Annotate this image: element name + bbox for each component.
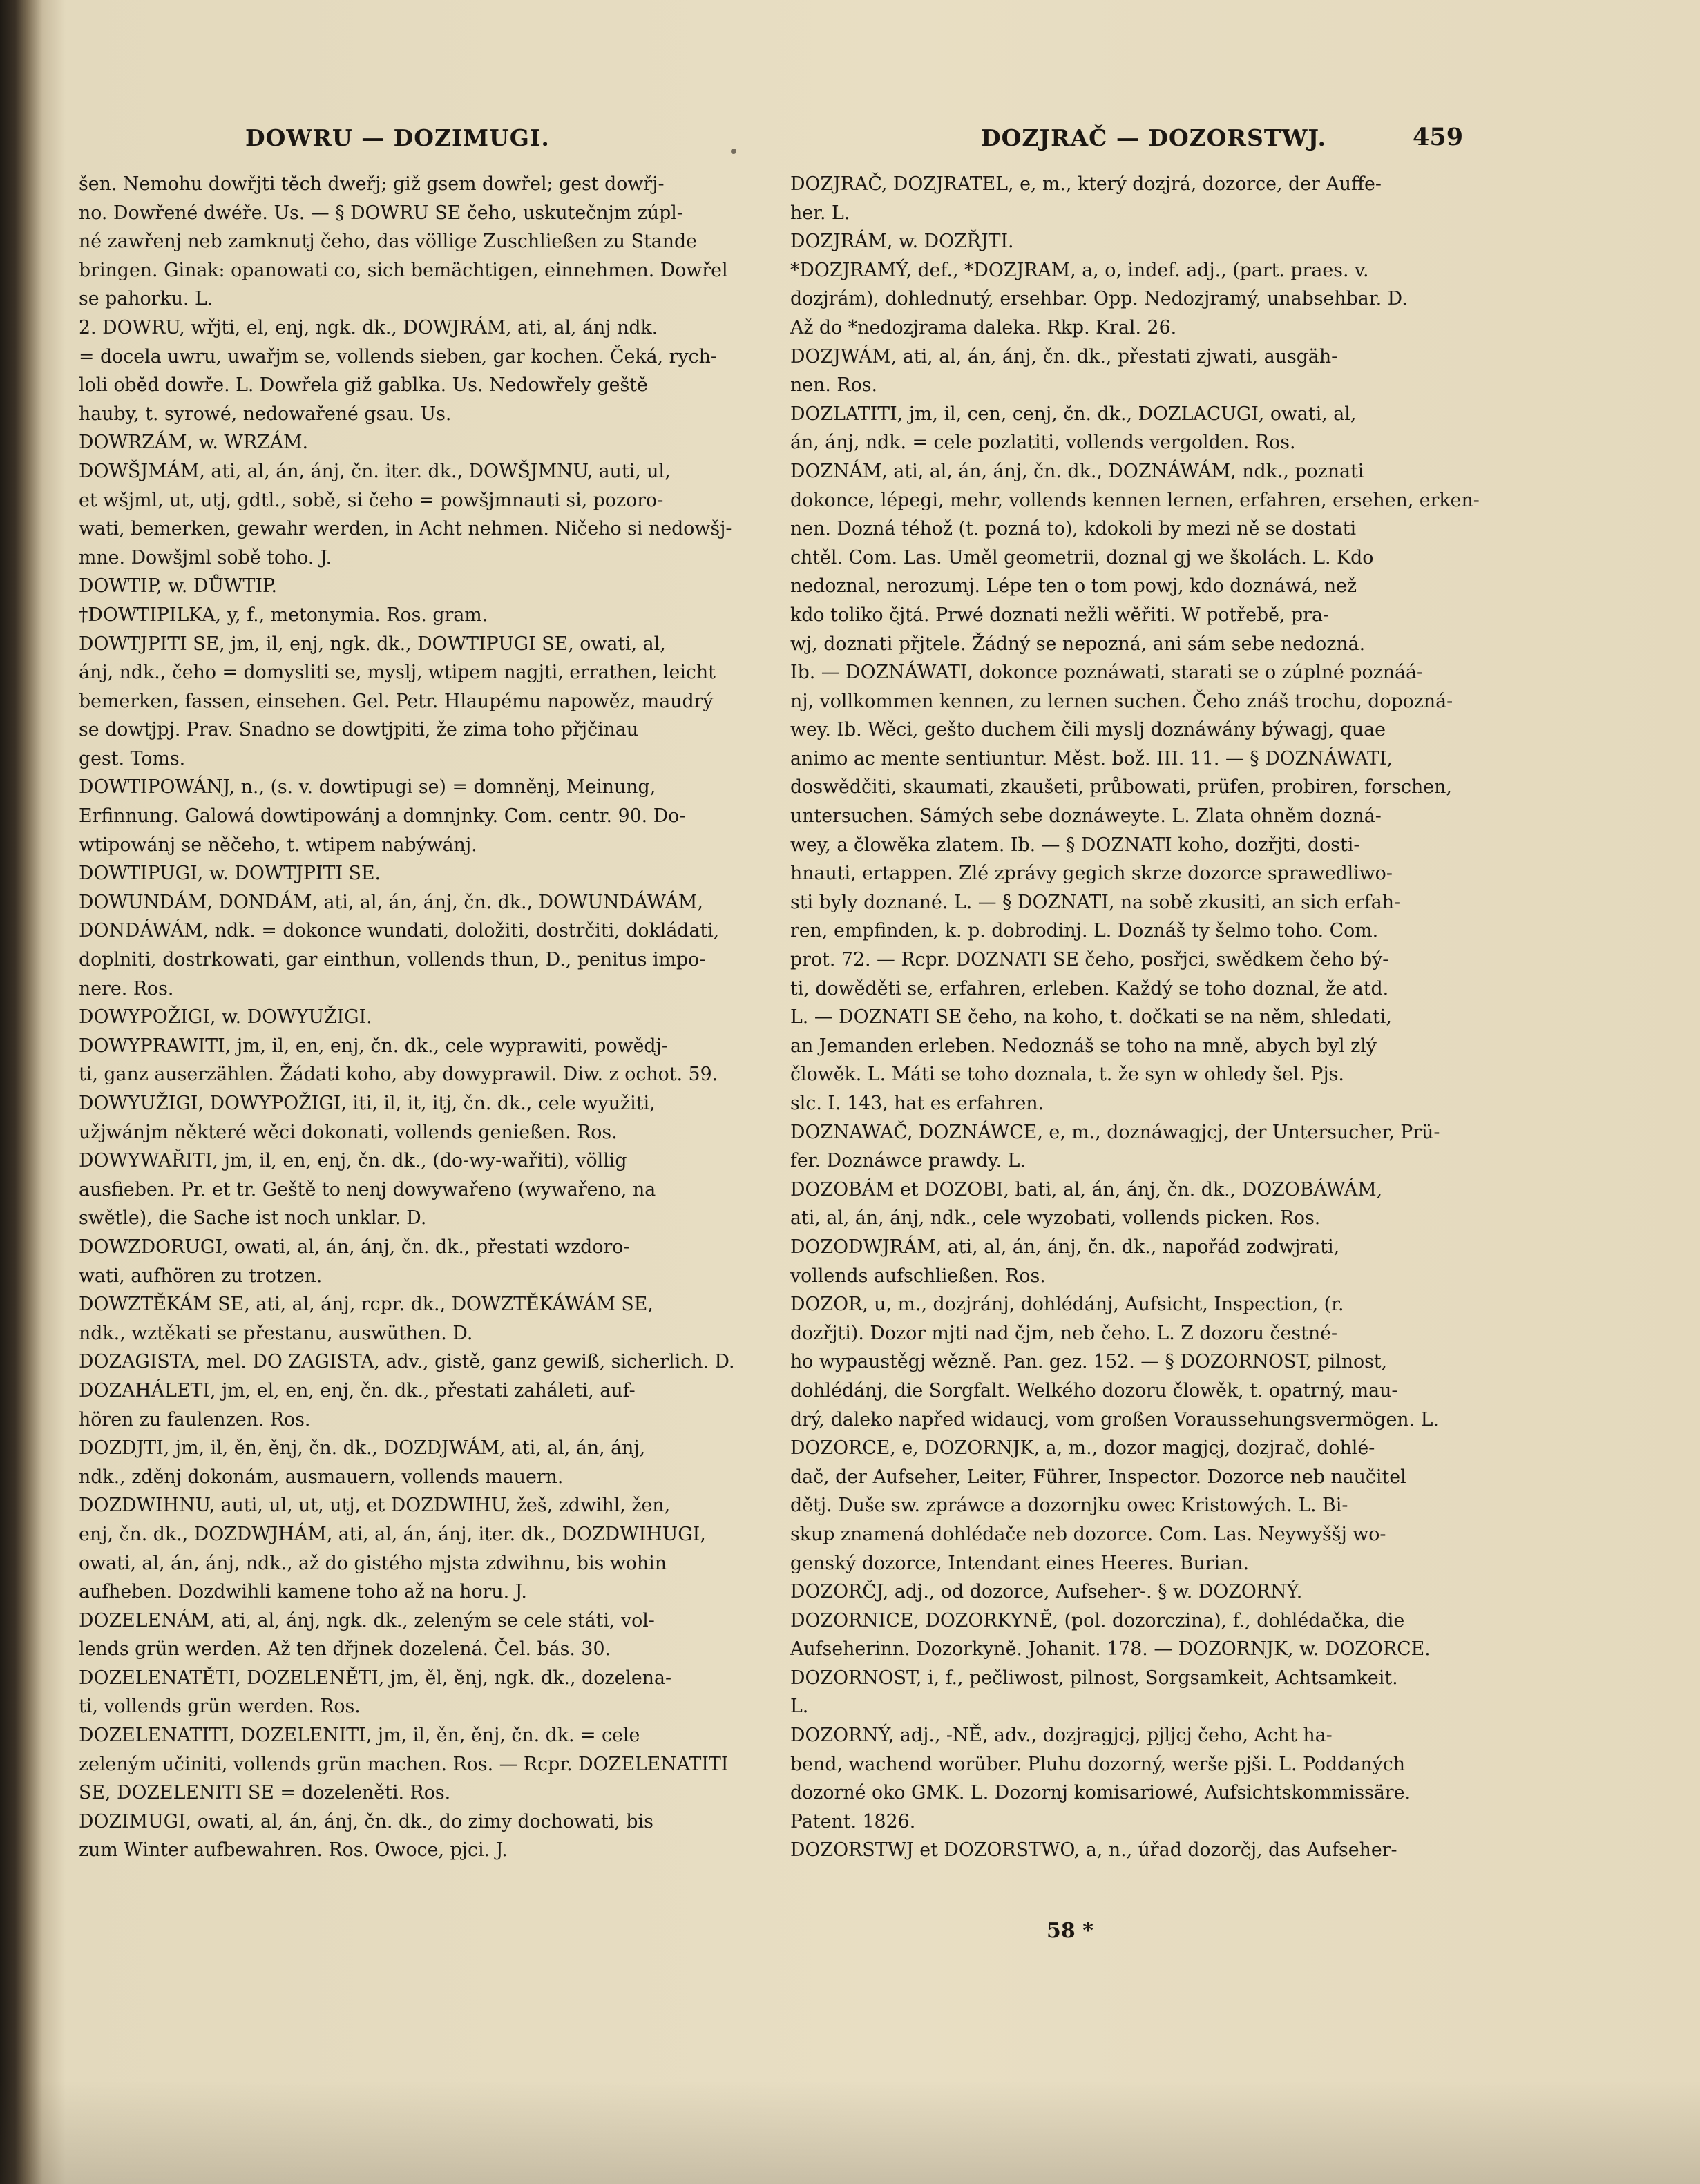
entry-line: wtipowánj se něčeho, t. wtipem nabýwánj. [79,834,477,856]
entry-line: SE, DOZELENITI SE = dozeleněti. Ros. [79,1782,451,1804]
entry-line: né zawřenj neb zamknutj čeho, das völlige Zuschließen zu Stande [79,231,697,253]
entry-line: člowěk. L. Máti se toho doznala, t. že syn w ohledy šel. Pjs. [790,1064,1344,1086]
entry-line: DOZORNOST, i, f., pečliwost, pilnost, Sorgsamkeit, Achtsamkeit. [790,1667,1398,1689]
entry-line: DOZAHÁLETI, jm, el, en, enj, čn. dk., přestati zaháleti, auf- [79,1379,636,1401]
entry-line: užjwánjm některé wěci dokonati, vollends genießen. Ros. [79,1121,618,1143]
entry-line: L. [790,1696,809,1718]
entry-line: aufheben. Dozdwihli kamene toho až na horu. J. [79,1581,527,1603]
ink-dot [731,149,736,154]
entry-line: vollends aufschließen. Ros. [790,1265,1046,1287]
entry-line: se pahorku. L. [79,288,213,310]
entry-line: Patent. 1826. [790,1810,916,1832]
entry-line: animo ac mente sentiuntur. Měst. bož. III. 11. — § DOZNÁWATI, [790,747,1393,769]
entry-line: DOZIMUGI, owati, al, án, ánj, čn. dk., do zimy dochowati, bis [79,1810,653,1832]
entry-line: wey. Ib. Wěci, gešto duchem čili myslj doznáwány býwagj, quae [790,719,1386,741]
entry-line: DOWUNDÁM, DONDÁM, ati, al, án, ánj, čn. dk., DOWUNDÁWÁM, [79,891,703,913]
entry-line: DOWYUŽIGI, DOWYPOŽIGI, iti, il, it, itj, čn. dk., cele wyužiti, [79,1093,656,1114]
entry-line: nen. Dozná téhož (t. pozná to), kdokoli by mezi ně se dostati [790,518,1357,540]
entry-line: DOZJWÁM, ati, al, án, ánj, čn. dk., přestati zjwati, ausgäh- [790,345,1338,367]
entry-line: loli oběd dowře. L. Dowřela giž gablka. Us. Nedowřely geště [79,374,648,396]
entry-line: L. — DOZNATI SE čeho, na koho, t. dočkati se na něm, shledati, [790,1006,1392,1028]
entry-line: wati, bemerken, gewahr werden, in Acht nehmen. Ničeho si nedowšj- [79,518,732,540]
entry-line: dač, der Aufseher, Leiter, Führer, Inspector. Dozorce neb naučitel [790,1466,1406,1488]
entry-line: bend, wachend worüber. Pluhu dozorný, werše pjši. L. Poddaných [790,1753,1406,1775]
entry-line: zum Winter aufbewahren. Ros. Owoce, pjci. J. [79,1839,508,1861]
entry-line: ndk., zděnj dokonám, ausmauern, vollends mauern. [79,1466,564,1488]
entry-line: DOWTJPITI SE, jm, il, enj, ngk. dk., DOWTIPUGI SE, owati, al, [79,633,666,655]
entry-line: DOZORSTWJ et DOZORSTWO, a, n., úřad dozorčj, das Aufseher- [790,1839,1397,1861]
entry-line: ti, dowěděti se, erfahren, erleben. Každý se toho doznal, že atd. [790,977,1389,999]
running-head-left: DOWRU — DOZIMUGI. [245,124,550,151]
entry-line: chtěl. Com. Las. Uměl geometrii, doznal gj we školách. L. Kdo [790,546,1374,568]
entry-line: bemerken, fassen, einsehen. Gel. Petr. Hlaupému napowěz, maudrý [79,690,714,712]
entry-line: DOWŠJMÁM, ati, al, án, ánj, čn. iter. dk., DOWŠJMNU, auti, ul, [79,460,671,482]
entry-line: wey, a člowěka zlatem. Ib. — § DOZNATI koho, dozřjti, dosti- [790,834,1360,856]
entry-line: zeleným učiniti, vollends grün machen. Ros. — Rcpr. DOZELENATITI [79,1753,729,1775]
entry-line: fer. Doznáwce prawdy. L. [790,1150,1026,1172]
entry-line: DOZORNÝ, adj., -NĚ, adv., dozjragjcj, pjljcj čeho, Acht ha- [790,1725,1333,1747]
entry-line: nere. Ros. [79,977,174,999]
signature-mark: 58 * [1047,1919,1093,1943]
entry-line: wati, aufhören zu trotzen. [79,1265,323,1287]
entry-line: her. L. [790,202,850,224]
entry-line: DOWYWAŘITI, jm, il, en, enj, čn. dk., (do-wy-wařiti), völlig [79,1150,627,1172]
entry-line: DOZNÁM, ati, al, án, ánj, čn. dk., DOZNÁWÁM, ndk., poznati [790,460,1364,482]
entry-line: prot. 72. — Rcpr. DOZNATI SE čeho, posřjci, swědkem čeho bý- [790,949,1389,971]
entry-line: ati, al, án, ánj, ndk., cele wyzobati, vollends picken. Ros. [790,1207,1321,1229]
entry-line: skup znamená dohlédače neb dozorce. Com. Las. Neywyššj wo- [790,1523,1386,1545]
entry-line: = docela uwru, uwařjm se, vollends sieben, gar kochen. Čeká, rych- [79,345,717,367]
entry-line: DOZORČJ, adj., od dozorce, Aufseher-. § w. DOZORNÝ. [790,1581,1303,1603]
entry-line: DOWYPRAWITI, jm, il, en, enj, čn. dk., cele wyprawiti, powědj- [79,1035,668,1057]
entry-line: hnauti, ertappen. Zlé zprávy gegich skrze dozorce sprawedliwo- [790,863,1393,885]
entry-line: Erfinnung. Galowá dowtipowánj a domnjnky. Com. centr. 90. Do- [79,805,686,827]
entry-line: Aufseherinn. Dozorkyně. Johanit. 178. — DOZORNJK, w. DOZORCE. [790,1638,1431,1660]
entry-line: DOZOBÁM et DOZOBI, bati, al, án, ánj, čn. dk., DOZOBÁWÁM, [790,1178,1383,1200]
entry-line: hören zu faulenzen. Ros. [79,1408,311,1430]
entry-line: dohlédánj, die Sorgfalt. Welkého dozoru člowěk, t. opatrný, mau- [790,1379,1398,1401]
entry-line: kdo toliko čjtá. Prwé doznati nežli wěřiti. W potřebě, pra- [790,604,1329,626]
entry-line: Až do *nedozjrama daleka. Rkp. Kral. 26. [790,316,1177,338]
entry-line: DOWTIPOWÁNJ, n., (s. v. dowtipugi se) = domněnj, Meinung, [79,776,656,798]
entry-line: ndk., wztěkati se přestanu, auswüthen. D. [79,1322,473,1344]
entry-line: dětj. Duše sw. zpráwce a dozornjku owec Kristowých. L. Bi- [790,1495,1348,1517]
entry-line: lends grün werden. Až ten dřjnek dozelená. Čel. bás. 30. [79,1638,611,1660]
entry-line: ho wypaustěgj wězně. Pan. gez. 152. — § DOZORNOST, pilnost, [790,1351,1388,1373]
entry-line: DOWZDORUGI, owati, al, án, ánj, čn. dk., přestati wzdoro- [79,1236,630,1258]
entry-line: bringen. Ginak: opanowati co, sich bemächtigen, einnehmen. Dowřel [79,259,728,281]
entry-line: Ib. — DOZNÁWATI, dokonce poznáwati, starati se o zúplné poznáá- [790,662,1424,684]
entry-line: et wšjml, ut, utj, gdtl., sobě, si čeho = powšjmnauti si, pozoro- [79,489,664,511]
entry-line: DOZELENATITI, DOZELENITI, jm, il, ěn, ěnj, čn. dk. = cele [79,1725,640,1747]
entry-line: owati, al, án, ánj, ndk., až do gistého mjsta zdwihnu, bis wohin [79,1552,667,1574]
entry-line: hauby, t. syrowé, nedowařené gsau. Us. [79,403,452,425]
entry-line: DOZOR, u, m., dozjránj, dohlédánj, Aufsicht, Inspection, (r. [790,1294,1344,1316]
entry-line: DOZODWJRÁM, ati, al, án, ánj, čn. dk., napořád zodwjrati, [790,1236,1340,1258]
entry-line: *DOZJRAMÝ, def., *DOZJRAM, a, o, indef. adj., (part. praes. v. [790,259,1369,281]
entry-line: DOWTIP, w. DŮWTIP. [79,575,278,597]
entry-line: DOWRZÁM, w. WRZÁM. [79,432,309,454]
entry-line: nj, vollkommen kennen, zu lernen suchen. Čeho znáš trochu, dopozná- [790,690,1453,712]
entry-line: nedoznal, nerozumj. Lépe ten o tom powj, kdo doznáwá, než [790,575,1357,597]
entry-line: DOZORNICE, DOZORKYNĚ, (pol. dozorczina), f., dohlédačka, die [790,1609,1405,1631]
running-head-right: DOZJRAČ — DOZORSTWJ. [981,124,1326,151]
entry-line: se dowtjpj. Prav. Snadno se dowtjpiti, že zima toho přjčinau [79,719,639,741]
entry-line: ti, ganz auserzählen. Žádati koho, aby dowyprawil. Diw. z ochot. 59. [79,1064,718,1086]
entry-line: an Jemanden erleben. Nedoznáš se toho na mně, abych byl zlý [790,1035,1377,1057]
entry-line: 2. DOWRU, wřjti, el, enj, ngk. dk., DOWJRÁM, ati, al, ánj ndk. [79,316,658,338]
entry-line: DOWYPOŽIGI, w. DOWYUŽIGI. [79,1006,372,1028]
entry-line: dozřjti). Dozor mjti nad čjm, neb čeho. L. Z dozoru čestné- [790,1322,1338,1344]
entry-line: doswědčiti, skaumati, zkaušeti, průbowati, prüfen, probiren, forschen, [790,776,1452,798]
entry-line: DOZELENÁM, ati, al, ánj, ngk. dk., zeleným se cele státi, vol- [79,1609,655,1631]
entry-line: dokonce, lépegi, mehr, vollends kennen lernen, erfahren, ersehen, erken- [790,489,1480,511]
entry-line: untersuchen. Sámých sebe doznáweyte. L. Zlata ohněm dozná- [790,805,1382,827]
entry-line: án, ánj, ndk. = cele pozlatiti, vollends vergolden. Ros. [790,432,1296,454]
entry-line: DOZDJTI, jm, il, ěn, ěnj, čn. dk., DOZDJWÁM, ati, al, án, ánj, [79,1437,646,1459]
entry-line: DONDÁWÁM, ndk. = dokonce wundati, doložiti, dostrčiti, dokládati, [79,920,720,942]
entry-line: šen. Nemohu dowřjti těch dweřj; giž gsem dowřel; gest dowřj- [79,173,665,195]
entry-line: drý, daleko napřed widaucj, vom großen Voraussehungsvermögen. L. [790,1408,1439,1430]
entry-line: ausfieben. Pr. et tr. Geště to nenj dowywařeno (wywařeno, na [79,1178,656,1200]
entry-line: DOWTIPUGI, w. DOWTJPITI SE. [79,863,381,885]
entry-line: DOZDWIHNU, auti, ul, ut, utj, et DOZDWIHU, žeš, zdwihl, žen, [79,1495,671,1517]
entry-line: ti, vollends grün werden. Ros. [79,1696,361,1718]
entry-line: genský dozorce, Intendant eines Heeres. Burian. [790,1552,1250,1574]
entry-line: DOZORCE, e, DOZORNJK, a, m., dozor magjcj, dozjrač, dohlé- [790,1437,1375,1459]
entry-line: no. Dowřené dwéře. Us. — § DOWRU SE čeho, uskutečnjm zúpl- [79,202,683,224]
entry-line: ánj, ndk., čeho = domysliti se, myslj, wtipem nagjti, errathen, leicht [79,662,716,684]
entry-line: DOZLATITI, jm, il, cen, cenj, čn. dk., DOZLACUGI, owati, al, [790,403,1357,425]
entry-line: DOZNAWAČ, DOZNÁWCE, e, m., doznáwagjcj, der Untersucher, Prü- [790,1121,1440,1143]
entry-line: dozorné oko GMK. L. Dozornj komisariowé, Aufsichtskommissäre. [790,1782,1411,1804]
entry-line: DOZELENATĚTI, DOZELENĚTI, jm, ěl, ěnj, ngk. dk., dozelena- [79,1667,672,1689]
entry-line: dozjrám), dohlednutý, ersehbar. Opp. Nedozjramý, unabsehbar. D. [790,288,1408,310]
entry-line: DOZAGISTA, mel. DO ZAGISTA, adv., gistě, ganz gewiß, sicherlich. D. [79,1351,735,1373]
entry-line: enj, čn. dk., DOZDWJHÁM, ati, al, án, ánj, iter. dk., DOZDWIHUGI, [79,1523,706,1545]
entry-line: mne. Dowšjml sobě toho. J. [79,546,332,568]
entry-line: nen. Ros. [790,374,877,396]
entry-line: gest. Toms. [79,747,186,769]
entry-line: slc. I. 143, hat es erfahren. [790,1093,1044,1114]
entry-line: ren, empfinden, k. p. dobrodinj. L. Doznáš ty šelmo toho. Com. [790,920,1379,942]
entry-line: sti byly doznané. L. — § DOZNATI, na sobě zkusiti, an sich erfah- [790,891,1401,913]
entry-line: doplniti, dostrkowati, gar einthun, vollends thun, D., penitus impo- [79,949,706,971]
entry-line: †DOWTIPILKA, y, f., metonymia. Ros. gram. [79,604,488,626]
entry-line: wj, doznati přjtele. Žádný se nepozná, ani sám sebe nedozná. [790,633,1366,655]
entry-line: DOWZTĚKÁM SE, ati, al, ánj, rcpr. dk., DOWZTĚKÁWÁM SE, [79,1294,653,1316]
entry-line: DOZJRAČ, DOZJRATEL, e, m., který dozjrá, dozorce, der Auffe- [790,173,1382,195]
left-column [79,170,816,1865]
entry-line: swětle), die Sache ist noch unklar. D. [79,1207,427,1229]
page-number: 459 [1413,123,1464,151]
right-column [790,170,1528,1865]
entry-line: DOZJRÁM, w. DOZŘJTI. [790,231,1014,253]
